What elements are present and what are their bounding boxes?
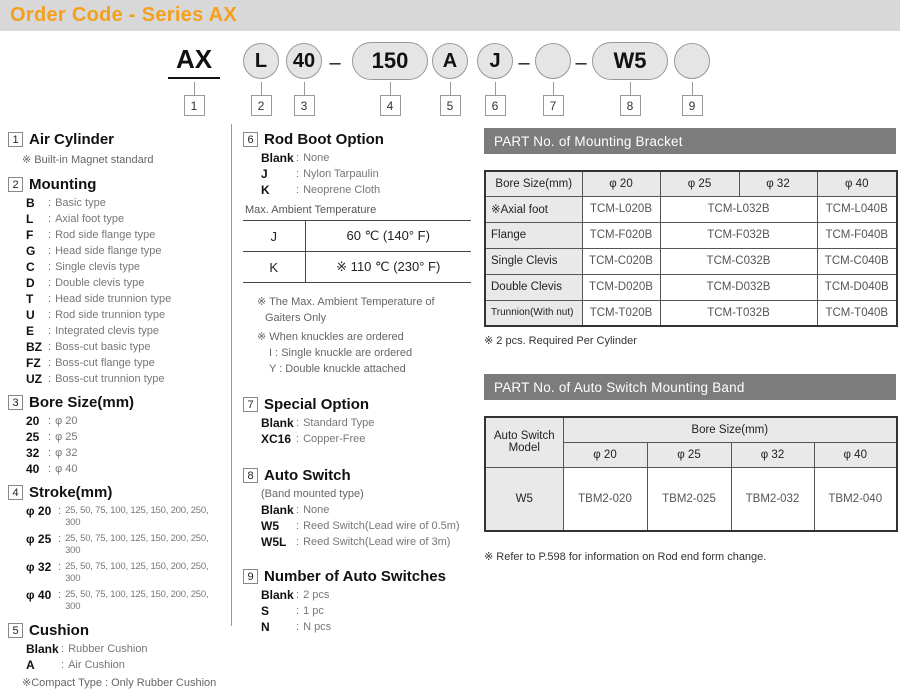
option-desc: Head side trunnion type — [55, 293, 172, 305]
option-desc: 25, 50, 75, 100, 125, 150, 200, 250, 300 — [65, 561, 209, 584]
code-index-box: 6 — [485, 95, 506, 116]
section-number-box: 3 — [8, 395, 23, 410]
section-switch-quantity — [243, 568, 471, 633]
option-code: U — [26, 308, 35, 322]
option-code: φ 20 — [26, 504, 52, 518]
column-header: Bore Size(mm) — [563, 417, 897, 442]
option-desc: Double clevis type — [55, 277, 145, 289]
option-entry — [26, 589, 226, 613]
separator: : — [296, 589, 300, 601]
part-number: TBM2-032 — [731, 467, 814, 531]
option-desc: φ 32 — [55, 447, 78, 459]
order-code-diagram — [0, 40, 900, 120]
option-code: Blank — [261, 503, 294, 517]
option-entry — [26, 505, 226, 529]
column-header: Bore Size(mm) — [485, 171, 582, 196]
code-value: J — [477, 43, 513, 79]
separator: : — [58, 505, 62, 517]
option-entry — [26, 643, 226, 655]
section-title: Rod Boot Option — [264, 131, 384, 148]
code-value: 150 — [352, 42, 428, 80]
row-label: Trunnion(With nut) — [485, 300, 582, 326]
section-heading — [243, 467, 471, 484]
option-entry — [26, 373, 226, 385]
ambient-temp-label: Max. Ambient Temperature — [245, 204, 377, 216]
separator: : — [48, 463, 52, 475]
part-number: TBM2-040 — [814, 467, 897, 531]
dash-separator: – — [575, 52, 587, 74]
column-header: φ 20 — [582, 171, 660, 196]
option-code: C — [26, 260, 35, 274]
option-desc: None — [303, 504, 330, 516]
option-code: S — [261, 604, 270, 618]
option-desc: 25, 50, 75, 100, 125, 150, 200, 250, 300 — [65, 589, 209, 612]
option-desc: None — [303, 152, 330, 164]
connector-line — [304, 82, 305, 95]
temp-value: ※ 110 ℃ (230° F) — [305, 252, 471, 283]
option-desc: φ 25 — [55, 431, 78, 443]
dash-separator: – — [518, 52, 530, 74]
section-title: Special Option — [264, 396, 370, 413]
option-entry — [261, 621, 471, 633]
table-footnote: ※ 2 pcs. Required Per Cylinder — [484, 335, 637, 347]
section-mounting — [8, 176, 226, 385]
option-entry — [261, 605, 471, 617]
switch-band-title-bar: PART No. of Auto Switch Mounting Band — [484, 374, 896, 400]
separator: : — [296, 433, 300, 445]
option-code: B — [26, 196, 35, 210]
option-desc: Reed Switch(Lead wire of 0.5m) — [303, 520, 460, 532]
section-number-box: 6 — [243, 132, 258, 147]
section-heading — [8, 131, 226, 148]
option-entry — [26, 277, 226, 289]
option-entry — [261, 184, 471, 196]
section-title: Stroke(mm) — [29, 484, 113, 501]
option-desc: Integrated clevis type — [55, 325, 160, 337]
dash-separator: – — [329, 52, 341, 74]
section-title: Bore Size(mm) — [29, 394, 135, 411]
row-label: Double Clevis — [485, 274, 582, 300]
separator: : — [48, 431, 52, 443]
code-segment-auto-switch — [590, 40, 670, 116]
section-special-option — [243, 396, 471, 445]
option-desc: Single clevis type — [55, 261, 141, 273]
table-row — [485, 467, 897, 531]
separator: : — [48, 325, 52, 337]
section-note: ※ Built-in Magnet standard — [22, 154, 154, 166]
page-title: Order Code - Series AX — [10, 4, 238, 26]
code-value: A — [432, 43, 468, 79]
option-code: φ 32 — [26, 560, 52, 574]
part-number: TCM-F020B — [582, 222, 660, 248]
section-title: Number of Auto Switches — [264, 568, 446, 585]
option-desc: Axial foot type — [55, 213, 125, 225]
option-entry — [261, 504, 471, 516]
code-index-box: 3 — [294, 95, 315, 116]
section-heading — [243, 131, 471, 148]
option-entry — [26, 561, 226, 585]
option-entry — [261, 417, 471, 429]
option-code: Blank — [26, 642, 59, 656]
column-divider — [231, 124, 232, 626]
separator: : — [48, 261, 52, 273]
separator: : — [48, 341, 52, 353]
option-entry — [26, 229, 226, 241]
separator: : — [61, 643, 65, 655]
connector-line — [495, 82, 496, 95]
option-code: Blank — [261, 151, 294, 165]
option-entry — [26, 197, 226, 209]
code-segment-special-option — [533, 40, 573, 116]
section-note: Y : Double knuckle attached — [269, 363, 406, 375]
option-code: N — [261, 620, 270, 634]
code-index-box: 1 — [184, 95, 205, 116]
section-cushion — [8, 622, 226, 690]
option-entry — [261, 168, 471, 180]
separator: : — [48, 357, 52, 369]
section-number-box: 5 — [8, 623, 23, 638]
option-desc: Boss-cut basic type — [55, 341, 151, 353]
option-entry — [261, 520, 471, 532]
section-auto-switch — [243, 467, 471, 548]
part-number: TBM2-025 — [647, 467, 731, 531]
section-heading — [243, 396, 471, 413]
code-segment-mounting — [242, 40, 280, 116]
column-header: Auto Switch Model — [485, 417, 563, 467]
code-value: W5 — [592, 42, 668, 80]
code-index-box: 5 — [440, 95, 461, 116]
row-label: ※Axial foot — [485, 196, 582, 222]
option-desc: Rod side flange type — [55, 229, 156, 241]
separator: : — [296, 184, 300, 196]
option-entry — [261, 536, 471, 548]
code-segment-bore — [284, 40, 324, 116]
section-number-box: 8 — [243, 468, 258, 483]
part-number: TCM-C032B — [660, 248, 817, 274]
option-code: 40 — [26, 462, 40, 476]
section-note: ※ The Max. Ambient Temperature of — [257, 296, 435, 308]
table-header-row — [485, 171, 897, 196]
separator: : — [58, 533, 62, 545]
option-entry — [26, 309, 226, 321]
option-desc: φ 40 — [55, 463, 78, 475]
temp-row — [243, 252, 471, 283]
separator: : — [48, 415, 52, 427]
separator: : — [48, 245, 52, 257]
option-desc: Air Cushion — [68, 659, 125, 671]
option-code: XC16 — [261, 432, 292, 446]
section-title: Air Cylinder — [29, 131, 115, 148]
separator: : — [58, 589, 62, 601]
table-row — [485, 300, 897, 326]
option-desc: N pcs — [303, 621, 332, 633]
option-code: J — [261, 167, 268, 181]
ambient-temp-table — [243, 220, 471, 283]
code-segment-stroke — [346, 40, 434, 116]
connector-line — [692, 82, 693, 95]
option-code: φ 40 — [26, 588, 52, 602]
code-value — [535, 43, 571, 79]
code-index-box: 7 — [543, 95, 564, 116]
separator: : — [48, 309, 52, 321]
connector-line — [450, 82, 451, 95]
part-number: TCM-C040B — [817, 248, 897, 274]
part-number: TCM-L020B — [582, 196, 660, 222]
left-column — [8, 122, 226, 690]
mounting-bracket-title-bar: PART No. of Mounting Bracket — [484, 128, 896, 154]
option-code: L — [26, 212, 34, 226]
option-code: 20 — [26, 414, 40, 428]
option-desc: 25, 50, 75, 100, 125, 150, 200, 250, 300 — [65, 533, 209, 556]
part-number: TCM-L040B — [817, 196, 897, 222]
part-number: TCM-D040B — [817, 274, 897, 300]
separator: : — [48, 229, 52, 241]
option-desc: Copper-Free — [303, 433, 366, 445]
option-code: UZ — [26, 372, 42, 386]
option-entry — [26, 533, 226, 557]
column-header: φ 32 — [731, 442, 814, 467]
section-subtitle: (Band mounted type) — [261, 488, 364, 500]
option-desc: Boss-cut trunnion type — [55, 373, 165, 385]
section-heading — [8, 394, 226, 411]
part-number: TCM-D032B — [660, 274, 817, 300]
part-number: TCM-F032B — [660, 222, 817, 248]
section-note: Gaiters Only — [265, 312, 327, 324]
separator: : — [296, 621, 300, 633]
separator: : — [48, 447, 52, 459]
mounting-bracket-table — [484, 170, 898, 327]
section-heading — [8, 622, 226, 639]
connector-line — [261, 82, 262, 95]
section-title: Cushion — [29, 622, 89, 639]
section-number-box: 7 — [243, 397, 258, 412]
column-header: φ 40 — [814, 442, 897, 467]
option-entry — [26, 463, 226, 475]
separator: : — [61, 659, 65, 671]
option-entry — [26, 325, 226, 337]
option-entry — [26, 415, 226, 427]
table-row — [485, 274, 897, 300]
temp-row — [243, 221, 471, 252]
section-note: I : Single knuckle are ordered — [269, 347, 413, 359]
option-code: A — [26, 658, 35, 672]
section-note: ※ When knuckles are ordered — [257, 331, 404, 343]
part-number: TCM-F040B — [817, 222, 897, 248]
section-number-box: 9 — [243, 569, 258, 584]
option-code: BZ — [26, 340, 42, 354]
separator: : — [296, 152, 300, 164]
option-entry — [261, 152, 471, 164]
connector-line — [553, 82, 554, 95]
code-segment-rod-boot — [476, 40, 514, 116]
section-number-box: 4 — [8, 485, 23, 500]
code-value — [674, 43, 710, 79]
option-entry — [26, 341, 226, 353]
option-desc: Rod side trunnion type — [55, 309, 166, 321]
part-number: TCM-T032B — [660, 300, 817, 326]
row-label: Single Clevis — [485, 248, 582, 274]
option-desc: φ 20 — [55, 415, 78, 427]
boot-code: K — [243, 252, 305, 283]
option-code: φ 25 — [26, 532, 52, 546]
section-stroke — [8, 484, 226, 613]
option-entry — [261, 589, 471, 601]
connector-line — [194, 82, 195, 95]
option-entry — [26, 213, 226, 225]
section-heading — [8, 484, 226, 501]
row-label: W5 — [485, 467, 563, 531]
column-header: φ 40 — [817, 171, 897, 196]
option-desc: Reed Switch(Lead wire of 3m) — [303, 536, 451, 548]
section-number-box: 1 — [8, 132, 23, 147]
option-desc: 2 pcs — [303, 589, 330, 601]
option-desc: 25, 50, 75, 100, 125, 150, 200, 250, 300 — [65, 505, 209, 528]
option-desc: Basic type — [55, 197, 106, 209]
column-header: φ 25 — [647, 442, 731, 467]
option-code: D — [26, 276, 35, 290]
section-bore-size — [8, 394, 226, 475]
separator: : — [296, 504, 300, 516]
option-code: T — [26, 292, 34, 306]
option-code: W5 — [261, 519, 279, 533]
code-index-box: 4 — [380, 95, 401, 116]
option-entry — [26, 357, 226, 369]
table-row — [485, 196, 897, 222]
separator: : — [296, 536, 300, 548]
option-entry — [26, 447, 226, 459]
column-header: φ 20 — [563, 442, 647, 467]
code-index-box: 8 — [620, 95, 641, 116]
boot-code: J — [243, 221, 305, 252]
option-desc: Rubber Cushion — [68, 643, 148, 655]
section-air-cylinder — [8, 131, 226, 167]
part-number: TCM-D020B — [582, 274, 660, 300]
section-number-box: 2 — [8, 177, 23, 192]
part-number: TBM2-020 — [563, 467, 647, 531]
section-note: ※Compact Type : Only Rubber Cushion — [22, 677, 217, 689]
table-header-row — [485, 417, 897, 442]
option-code: W5L — [261, 535, 287, 549]
option-code: Blank — [261, 416, 294, 430]
table-row — [485, 222, 897, 248]
row-label: Flange — [485, 222, 582, 248]
separator: : — [48, 213, 52, 225]
separator: : — [296, 168, 300, 180]
separator: : — [48, 277, 52, 289]
code-segment-series — [166, 40, 222, 116]
option-code: E — [26, 324, 35, 338]
separator: : — [48, 197, 52, 209]
option-desc: Standard Type — [303, 417, 375, 429]
switch-band-table — [484, 416, 898, 532]
option-code: 32 — [26, 446, 40, 460]
option-code: G — [26, 244, 36, 258]
page-header-bar — [0, 0, 900, 31]
section-title: Mounting — [29, 176, 97, 193]
option-entry — [26, 261, 226, 273]
section-heading — [8, 176, 226, 193]
temp-value: 60 ℃ (140° F) — [305, 221, 471, 252]
section-heading — [243, 568, 471, 585]
code-value: AX — [168, 44, 220, 79]
part-number: TCM-T040B — [817, 300, 897, 326]
separator: : — [48, 293, 52, 305]
connector-line — [630, 82, 631, 95]
column-header: φ 25 — [660, 171, 739, 196]
code-value: L — [243, 43, 279, 79]
separator: : — [58, 561, 62, 573]
option-entry — [26, 245, 226, 257]
code-index-box: 9 — [682, 95, 703, 116]
column-header: φ 32 — [739, 171, 817, 196]
part-number: TCM-L032B — [660, 196, 817, 222]
part-number: TCM-T020B — [582, 300, 660, 326]
right-column — [484, 128, 896, 563]
separator: : — [296, 605, 300, 617]
connector-line — [390, 82, 391, 95]
table-row — [485, 248, 897, 274]
option-desc: 1 pc — [303, 605, 324, 617]
separator: : — [48, 373, 52, 385]
table-footnote: ※ Refer to P.598 for information on Rod end form change. — [484, 551, 767, 563]
separator: : — [296, 417, 300, 429]
code-index-box: 2 — [251, 95, 272, 116]
option-entry — [26, 293, 226, 305]
section-rod-boot — [243, 131, 471, 376]
code-segment-switch-qty — [672, 40, 712, 116]
option-desc: Nylon Tarpaulin — [303, 168, 379, 180]
option-code: K — [261, 183, 270, 197]
option-code: F — [26, 228, 34, 242]
option-code: 25 — [26, 430, 40, 444]
option-entry — [26, 431, 226, 443]
option-desc: Head side flange type — [55, 245, 162, 257]
section-title: Auto Switch — [264, 467, 351, 484]
part-number: TCM-C020B — [582, 248, 660, 274]
middle-column — [243, 122, 471, 633]
option-code: Blank — [261, 588, 294, 602]
code-segment-cushion — [432, 40, 468, 116]
option-desc: Neoprene Cloth — [303, 184, 381, 196]
separator: : — [296, 520, 300, 532]
option-code: FZ — [26, 356, 41, 370]
code-value: 40 — [286, 43, 322, 79]
option-entry — [261, 433, 471, 445]
option-entry — [26, 659, 226, 671]
option-desc: Boss-cut flange type — [55, 357, 155, 369]
